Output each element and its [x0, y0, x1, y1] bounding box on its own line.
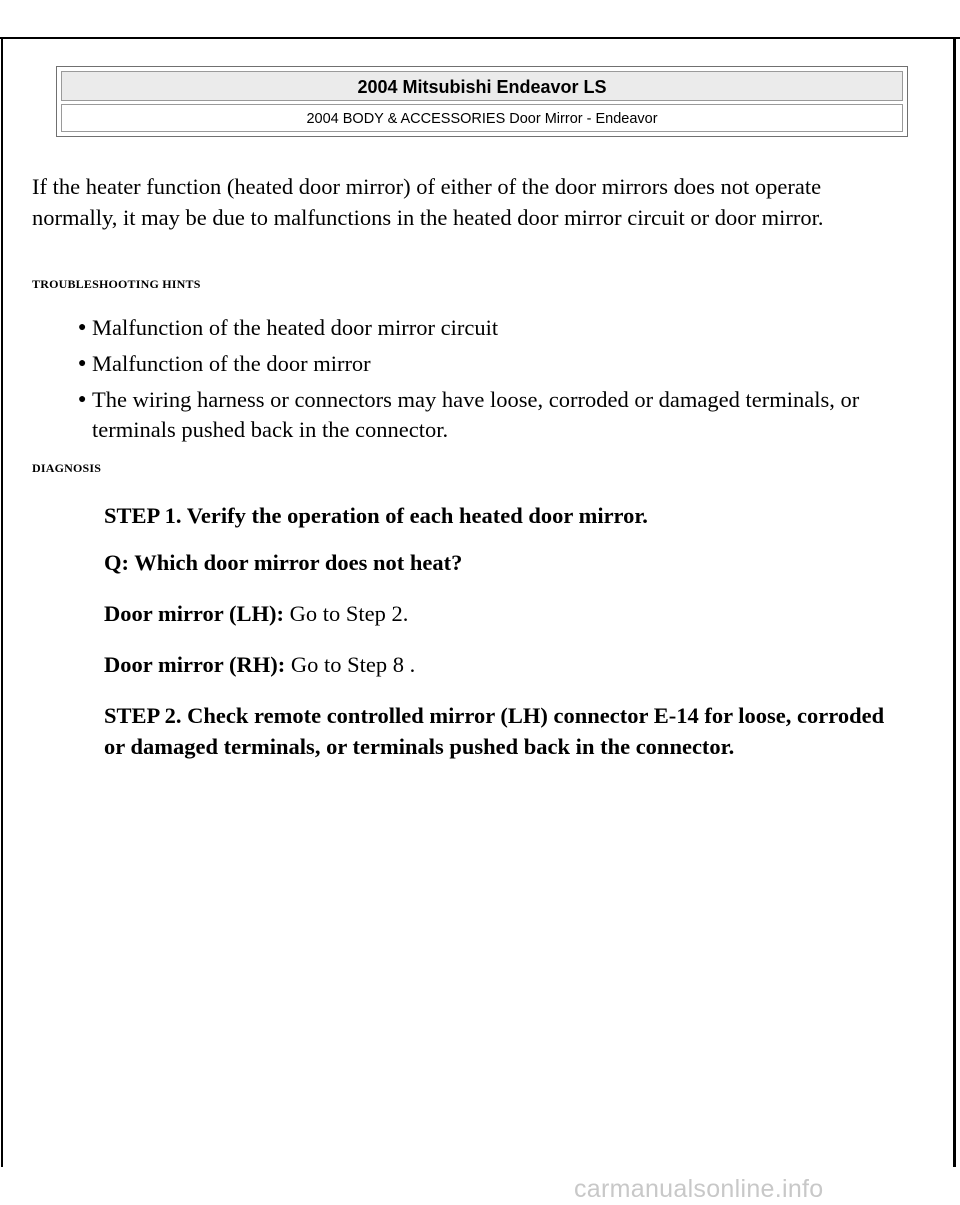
list-item-text: Malfunction of the door mirror — [92, 351, 371, 376]
step-1-question: Q: Which door mirror does not heat? — [104, 550, 463, 575]
answer-rh-label: Door mirror (RH): — [104, 652, 286, 677]
list-item-text: Malfunction of the heated door mirror circuit — [92, 315, 499, 340]
bullet-icon: ● — [78, 392, 87, 407]
header-title: 2004 Mitsubishi Endeavor LS — [61, 71, 903, 101]
answer-lh-text: Go to Step 2. — [283, 601, 409, 626]
step-1: STEP 1. Verify the operation of each heated door mirror. — [104, 503, 648, 528]
answer-rh-text: Go to Step 8 . — [285, 652, 416, 677]
watermark: carmanualsonline.info — [574, 1175, 824, 1203]
page-right-border — [953, 39, 956, 1167]
bullet-icon: ● — [78, 320, 87, 335]
list-item-text: The wiring harness or connectors may have loose, corroded or damaged terminals, or terminals pushed back in the connector. — [92, 387, 860, 442]
list-item — [78, 385, 898, 445]
answer-rh — [104, 649, 894, 680]
diagnosis-heading: DIAGNOSIS — [32, 461, 102, 475]
bullet-icon: ● — [78, 356, 87, 371]
list-item — [78, 349, 898, 379]
answer-lh-label: Door mirror (LH): — [104, 601, 284, 626]
answer-lh — [104, 598, 894, 629]
intro-paragraph: If the heater function (heated door mirror) of either of the door mirrors does not operate normally, it may be due to malfunctions in the heated door mirror circuit or door mirror. — [32, 174, 824, 230]
page-left-border — [1, 39, 3, 1167]
list-item — [78, 313, 898, 343]
step-2: STEP 2. Check remote controlled mirror (LH) connector E-14 for loose, corroded or damaged terminals, or terminals pushed back in the connector. — [104, 703, 885, 759]
troubleshooting-heading: TROUBLESHOOTING HINTS — [32, 277, 201, 291]
troubleshooting-list — [78, 313, 898, 451]
document-header — [56, 66, 908, 137]
header-subtitle: 2004 BODY & ACCESSORIES Door Mirror - Endeavor — [61, 104, 903, 132]
